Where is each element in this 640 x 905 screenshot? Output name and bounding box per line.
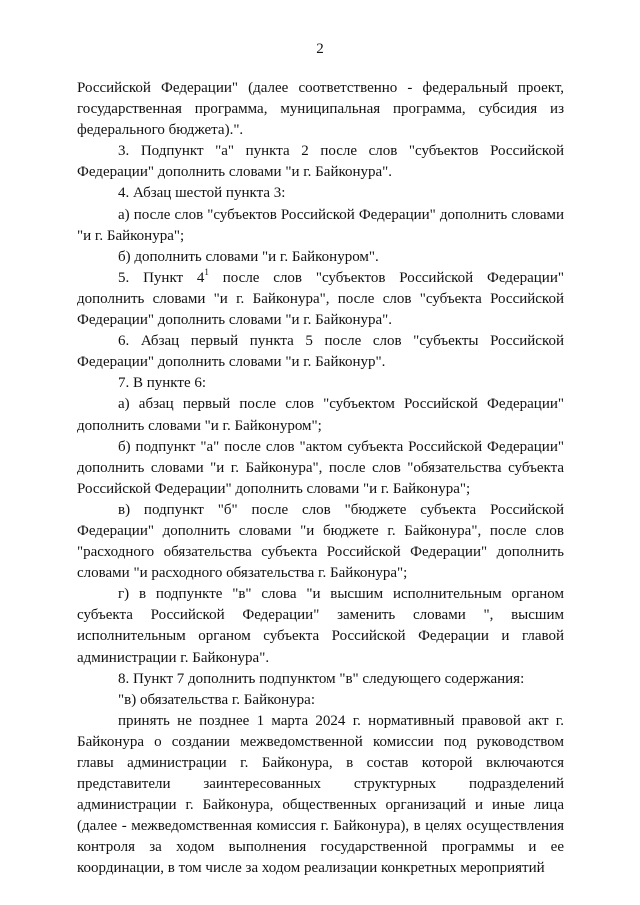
- paragraph-item-5: [77, 268, 564, 331]
- paragraph-item-8: 8. Пункт 7 дополнить подпунктом "в" следующего содержания:: [118, 670, 525, 687]
- paragraph-item-8v-body: принять не позднее 1 марта 2024 г. нормативный правовой акт г. Байконура о создании межведомственной комиссии под руководством главы администрации г. Байконура, в состав которой включаются представители заинтересованных структурных подразделений администрации г. Байконура, общественных организаций и иные лица (далее - межведомственная комиссия г. Байконура), в целях осуществления контроля за ходом выполнения государственной программы и ее координации, в том числе за ходом реализации конкретных мероприятий: [77, 712, 564, 877]
- paragraph-item-4: 4. Абзац шестой пункта 3:: [118, 185, 286, 202]
- paragraph-item-7g: г) в подпункте "в" слова "и высшим исполнительным органом субъекта Российской Федерации" заменить словами ", высшим исполнительным органом субъекта Российской Федерации и главой администрации г. Байконура".: [77, 586, 564, 666]
- paragraph-item-4a: а) после слов "субъектов Российской Федерации" дополнить словами "и г. Байконура";: [77, 206, 564, 244]
- paragraph-item-7v: в) подпункт "б" после слов "бюджете субъекта Российской Федерации" дополнить словами "и бюджете г. Байконура", после слов "расходного обязательства субъекта Российской Федерации" дополнить словами "и расходного обязательства г. Байконура";: [77, 501, 564, 582]
- paragraph-item-4b: б) дополнить словами "и г. Байконуром".: [118, 248, 379, 265]
- paragraph-item-8v-heading: "в) обязательства г. Байконура:: [118, 691, 315, 708]
- paragraph-item-3: 3. Подпункт "а" пункта 2 после слов "субъектов Российской Федерации" дополнить словами "и г. Байконура".: [77, 143, 564, 181]
- page-number: 2: [316, 41, 324, 57]
- paragraph-item-7: 7. В пункте 6:: [118, 375, 207, 392]
- paragraph-item-7b: б) подпункт "а" после слов "актом субъекта Российской Федерации" дополнить словами "и г. Байконура", после слов "обязательства субъекта Российской Федерации" дополнить словами "и г. Байконура";: [77, 438, 564, 497]
- paragraph-item-5-lead: 5. Пункт 4: [118, 269, 205, 286]
- superscript-marker: 1: [204, 266, 209, 277]
- paragraph-item-5-rest: после слов "субъектов Российской Федерации" дополнить словами "и г. Байконура", после слов "субъекта Российской Федерации" дополнить словами "и г. Байконура".: [77, 269, 564, 329]
- paragraph-continuation: Российской Федерации" (далее соответственно - федеральный проект, государственная программа, муниципальная программа, субсидия из федерального бюджета).".: [77, 80, 564, 139]
- paragraph-item-7a: а) абзац первый после слов "субъектом Российской Федерации" дополнить словами "и г. Байконуром";: [77, 396, 564, 434]
- document-body: [77, 78, 564, 880]
- paragraph-item-6: 6. Абзац первый пункта 5 после слов "субъекты Российской Федерации" дополнить словами "и г. Байконур".: [77, 333, 564, 371]
